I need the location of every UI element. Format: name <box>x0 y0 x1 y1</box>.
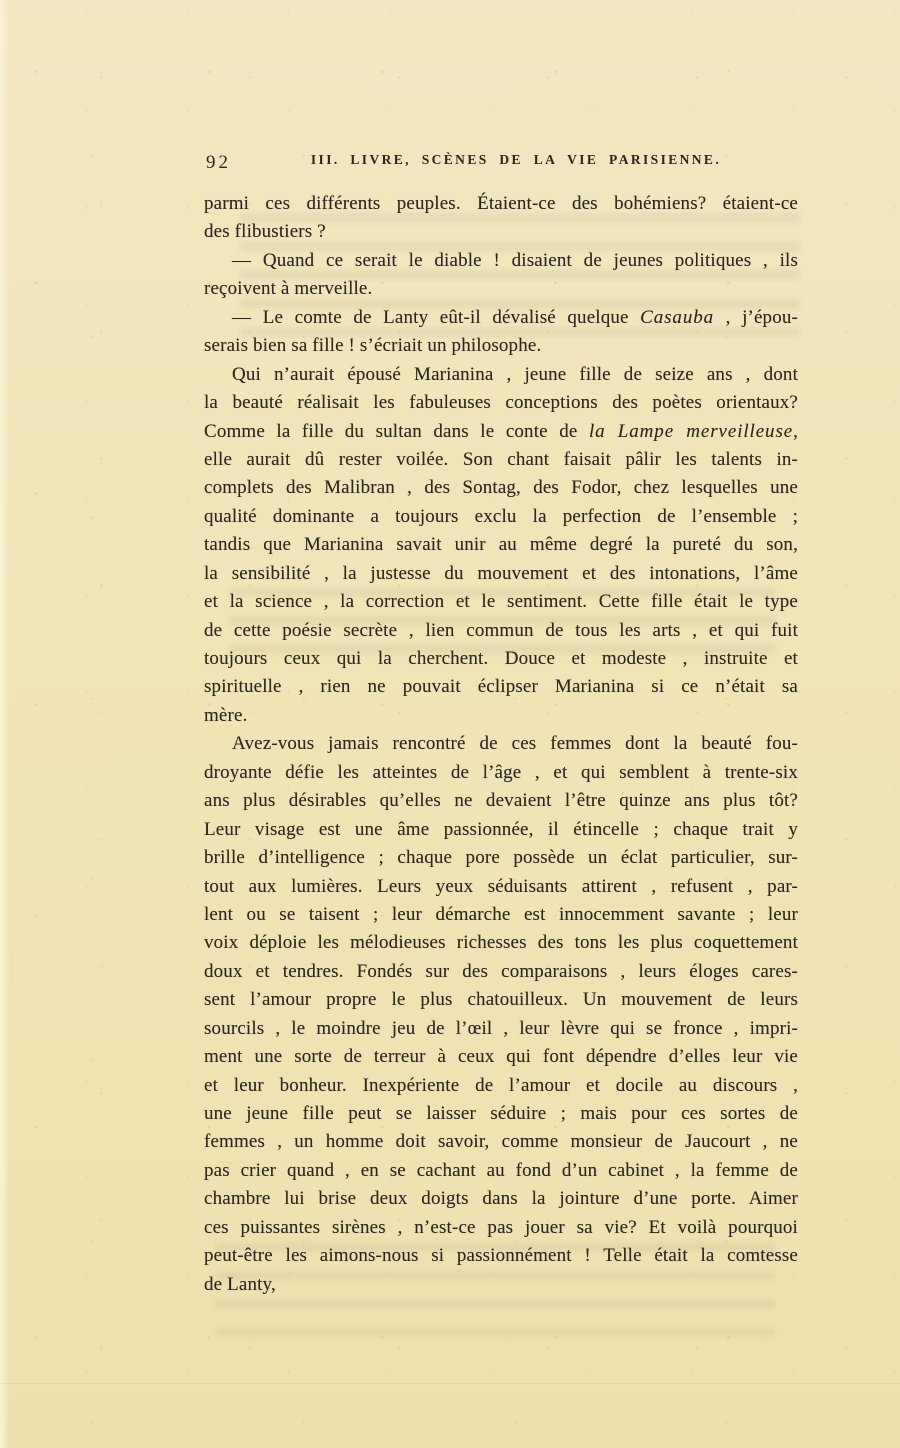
text-segment: femmes , un homme doit savoir, comme monsieur de Jaucourt , ne <box>204 1131 798 1153</box>
text-line <box>204 1128 798 1156</box>
text-segment: brille d’intelligence ; chaque pore possède un éclat particulier, sur- <box>204 847 798 869</box>
text-line <box>204 645 798 673</box>
text-line <box>204 958 798 986</box>
text-line <box>204 759 798 787</box>
text-line <box>204 304 798 332</box>
text-segment: une jeune fille peut se laisser séduire ; mais pour ces sortes de <box>204 1103 798 1124</box>
text-line <box>204 531 798 559</box>
text-line <box>204 901 798 929</box>
text-segment: ces puissantes sirènes , n’est-ce pas jouer sa vie? Et voilà pourquoi <box>204 1216 798 1238</box>
text-line <box>204 588 798 616</box>
text-line <box>204 247 798 275</box>
text-line <box>204 361 798 389</box>
text-segment: reçoivent à merveille. <box>204 278 373 300</box>
text-line <box>204 986 798 1014</box>
text-segment: de Lanty, <box>204 1273 276 1295</box>
text-segment: complets des Malibran , des Sontag, des Fodor, chez lesquelles une <box>204 477 798 499</box>
text-body <box>204 190 798 1299</box>
italic-text-segment: la Lampe merveilleuse <box>588 420 794 442</box>
text-line <box>204 560 798 588</box>
text-segment: sourcils , le moindre jeu de l’œil , leur lèvre qui se fronce , impri- <box>204 1017 798 1039</box>
text-segment: chambre lui brise deux doigts dans la jointure d’une porte. Aimer <box>204 1188 798 1210</box>
text-segment: — Quand ce serait le diable ! disaient de jeunes politiques , ils <box>232 249 798 271</box>
text-segment: et leur bonheur. Inexpériente de l’amour et docile au discours , <box>204 1074 798 1096</box>
text-segment: ans plus désirables qu’elles ne devaient l’être quinze ans plus tôt? <box>204 790 798 812</box>
text-line <box>204 1242 798 1270</box>
text-segment: Leur visage est une âme passionnée, il étincelle ; chaque trait y <box>204 818 798 840</box>
text-segment: spirituelle , rien ne pouvait éclipser Marianina si ce n’était sa <box>204 676 798 698</box>
text-line <box>204 816 798 844</box>
text-line <box>204 218 798 246</box>
text-line <box>204 873 798 901</box>
text-segment: sent l’amour propre le plus chatouilleux. Un mouvement de leurs <box>204 989 798 1011</box>
text-line <box>204 418 798 446</box>
text-segment: lent ou se taisent ; leur démarche est innocemment savante ; leur <box>204 903 798 925</box>
text-line <box>204 332 798 360</box>
text-segment: tout aux lumières. Leurs yeux séduisants attirent , refusent , par- <box>204 875 798 897</box>
text-line <box>204 1214 798 1242</box>
running-header-title: III. LIVRE, SCÈNES DE LA VIE PARISIENNE. <box>310 152 722 167</box>
text-segment: doux et tendres. Fondés sur des comparaisons , leurs éloges cares- <box>204 960 798 982</box>
text-segment: peut-être les aimons-nous si passionnément ! Telle était la comtesse <box>204 1245 798 1267</box>
text-segment: — Le comte de Lanty eût-il dévalisé quelque <box>232 306 641 328</box>
text-segment: qualité dominante a toujours exclu la perfection de l’ensemble ; <box>204 505 798 527</box>
text-line <box>204 275 798 303</box>
text-segment: des flibustiers ? <box>204 221 326 243</box>
text-segment: et la science , la correction et le sentiment. Cette fille était le type <box>204 591 798 613</box>
text-segment: mère. <box>204 704 248 726</box>
text-line <box>204 1157 798 1185</box>
text-segment: Comme la fille du sultan dans le conte de <box>204 420 589 442</box>
text-segment: elle aurait dû rester voilée. Son chant faisait pâlir les talents in- <box>204 448 798 470</box>
italic-text-segment: Casauba <box>640 306 715 328</box>
text-segment: serais bien sa fille ! s’écriait un philosophe. <box>204 335 542 357</box>
text-line <box>204 702 798 730</box>
text-segment: Qui n’aurait épousé Marianina , jeune fille de seize ans , dont <box>232 363 798 385</box>
text-segment: voix déploie les mélodieuses richesses des tons les plus coquettement <box>204 932 798 954</box>
text-line <box>204 446 798 474</box>
page-number: 92 <box>206 152 231 173</box>
text-line <box>204 1015 798 1043</box>
text-line <box>204 389 798 417</box>
text-line <box>204 1100 798 1128</box>
text-line <box>204 673 798 701</box>
text-line <box>204 190 798 218</box>
text-line <box>204 787 798 815</box>
text-line <box>204 503 798 531</box>
text-segment: Avez-vous jamais rencontré de ces femmes dont la beauté fou- <box>232 733 798 755</box>
printed-text-block <box>204 152 798 1299</box>
paper-crease-line <box>0 1383 900 1384</box>
text-segment: , j’épou- <box>714 306 798 328</box>
text-line <box>204 617 798 645</box>
text-segment: parmi ces différents peuples. Étaient-ce des bohémiens? étaient-ce <box>204 193 798 214</box>
text-line <box>204 1271 798 1299</box>
text-segment: ment une sorte de terreur à ceux qui font dépendre d’elles leur vie <box>204 1046 798 1068</box>
running-head <box>204 152 798 176</box>
text-line <box>204 844 798 872</box>
text-segment: la beauté réalisait les fabuleuses conceptions des poètes orientaux? <box>204 392 798 414</box>
text-segment: tandis que Marianina savait unir au même degré la pureté du son, <box>204 534 798 556</box>
text-segment: la sensibilité , la justesse du mouvement et des intonations, l’âme <box>204 562 798 584</box>
text-line <box>204 730 798 758</box>
text-segment: , <box>793 420 798 442</box>
page-left-edge <box>0 0 9 1448</box>
text-segment: de cette poésie secrète , lien commun de tous les arts , et qui fuit <box>204 619 798 641</box>
text-line <box>204 1185 798 1213</box>
text-segment: droyante défie les atteintes de l’âge , et qui semblent à trente-six <box>204 761 798 783</box>
text-line <box>204 1043 798 1071</box>
text-segment: toujours ceux qui la cherchent. Douce et modeste , instruite et <box>204 648 798 669</box>
text-line <box>204 474 798 502</box>
text-line <box>204 1072 798 1100</box>
text-segment: pas crier quand , en se cachant au fond d’un cabinet , la femme de <box>204 1159 798 1181</box>
text-line <box>204 929 798 957</box>
